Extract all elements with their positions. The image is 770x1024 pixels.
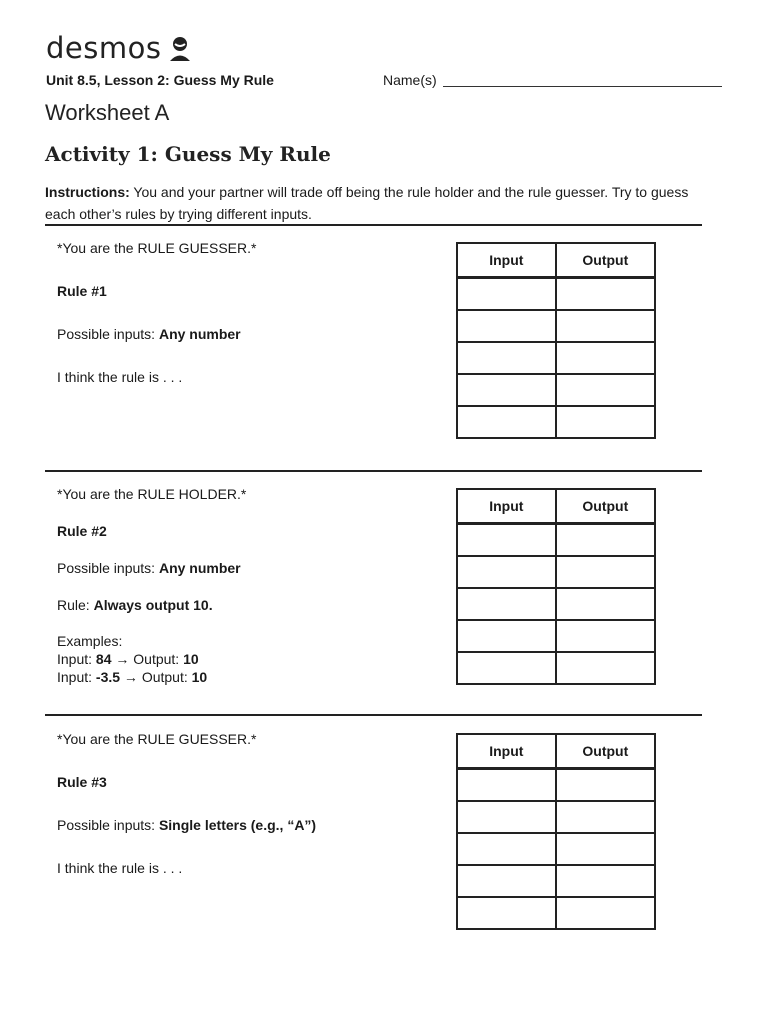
example-1 — [57, 650, 437, 668]
example-input: 84 — [95, 651, 112, 667]
input-cell[interactable] — [457, 652, 556, 684]
example-input-label: Input: — [57, 651, 96, 667]
possible-inputs — [57, 816, 437, 834]
output-header: Output — [556, 734, 655, 769]
output-cell[interactable] — [556, 652, 655, 684]
input-cell[interactable] — [457, 524, 556, 557]
input-cell[interactable] — [457, 588, 556, 620]
input-cell[interactable] — [457, 769, 556, 802]
input-cell[interactable] — [457, 620, 556, 652]
section-divider — [45, 224, 702, 226]
input-cell[interactable] — [457, 556, 556, 588]
output-cell[interactable] — [556, 556, 655, 588]
rule-value: Always output 10. — [93, 597, 213, 613]
input-header: Input — [457, 734, 556, 769]
logo-text: desmos — [46, 31, 162, 65]
example-arrow: → Output: — [120, 669, 192, 685]
rule-statement — [57, 596, 437, 614]
output-cell[interactable] — [556, 278, 655, 311]
output-cell[interactable] — [556, 865, 655, 897]
section-3 — [57, 730, 437, 877]
input-cell[interactable] — [457, 865, 556, 897]
role-text: *You are the RULE GUESSER.* — [57, 240, 257, 256]
input-cell[interactable] — [457, 310, 556, 342]
section-1 — [57, 239, 437, 386]
instructions-text: You and your partner will trade off being the rule holder and the rule guesser. Try to guess each other’s rules by trying different inputs. — [45, 184, 689, 222]
input-output-table-1 — [456, 242, 656, 439]
unit-lesson-title: Unit 8.5, Lesson 2: Guess My Rule — [46, 72, 274, 88]
section-divider — [45, 714, 702, 716]
example-output: 10 — [183, 651, 199, 667]
examples-label: Examples: — [57, 633, 123, 649]
example-output: 10 — [191, 669, 208, 685]
inputs-value: Single letters (e.g., “A”) — [158, 817, 317, 833]
instructions — [45, 181, 705, 225]
inputs-label: Possible inputs: — [57, 326, 159, 342]
section-divider — [45, 470, 702, 472]
output-header: Output — [556, 489, 655, 524]
example-input: -3.5 — [95, 669, 121, 685]
output-cell[interactable] — [556, 374, 655, 406]
think-rule-prompt: I think the rule is . . . — [57, 860, 183, 876]
output-cell[interactable] — [556, 769, 655, 802]
example-arrow: → Output: — [111, 651, 184, 667]
think-rule-prompt: I think the rule is . . . — [57, 369, 183, 385]
role-text: *You are the RULE GUESSER.* — [57, 731, 257, 747]
input-header: Input — [457, 243, 556, 278]
activity-title: Activity 1: Guess My Rule — [45, 142, 331, 166]
rule-number: Rule #1 — [57, 283, 107, 299]
input-cell[interactable] — [457, 897, 556, 929]
output-cell[interactable] — [556, 406, 655, 438]
input-output-table-2 — [456, 488, 656, 685]
output-cell[interactable] — [556, 833, 655, 865]
instructions-label: Instructions: — [45, 184, 130, 200]
output-cell[interactable] — [556, 588, 655, 620]
possible-inputs — [57, 325, 437, 343]
output-header: Output — [556, 243, 655, 278]
output-cell[interactable] — [556, 801, 655, 833]
output-cell[interactable] — [556, 897, 655, 929]
section-2 — [57, 485, 437, 686]
inputs-label: Possible inputs: — [57, 560, 159, 576]
possible-inputs — [57, 559, 437, 577]
output-cell[interactable] — [556, 310, 655, 342]
output-cell[interactable] — [556, 620, 655, 652]
input-cell[interactable] — [457, 278, 556, 311]
input-output-table-3 — [456, 733, 656, 930]
name-label: Name(s) — [383, 72, 437, 88]
input-header: Input — [457, 489, 556, 524]
inputs-value: Any number — [158, 560, 241, 576]
example-input-label: Input: — [57, 669, 96, 685]
worksheet-title: Worksheet A — [45, 100, 170, 125]
role-text: *You are the RULE HOLDER.* — [57, 486, 247, 502]
input-cell[interactable] — [457, 342, 556, 374]
name-field-line[interactable] — [443, 86, 722, 87]
desmos-logo — [46, 31, 191, 65]
rule-number: Rule #2 — [57, 523, 107, 539]
input-cell[interactable] — [457, 406, 556, 438]
rule-label: Rule: — [57, 597, 94, 613]
inputs-value: Any number — [158, 326, 241, 342]
input-cell[interactable] — [457, 833, 556, 865]
input-cell[interactable] — [457, 801, 556, 833]
example-2 — [57, 668, 437, 686]
rule-number: Rule #3 — [57, 774, 107, 790]
input-cell[interactable] — [457, 374, 556, 406]
output-cell[interactable] — [556, 342, 655, 374]
output-cell[interactable] — [556, 524, 655, 557]
person-icon — [169, 36, 191, 62]
inputs-label: Possible inputs: — [57, 817, 159, 833]
